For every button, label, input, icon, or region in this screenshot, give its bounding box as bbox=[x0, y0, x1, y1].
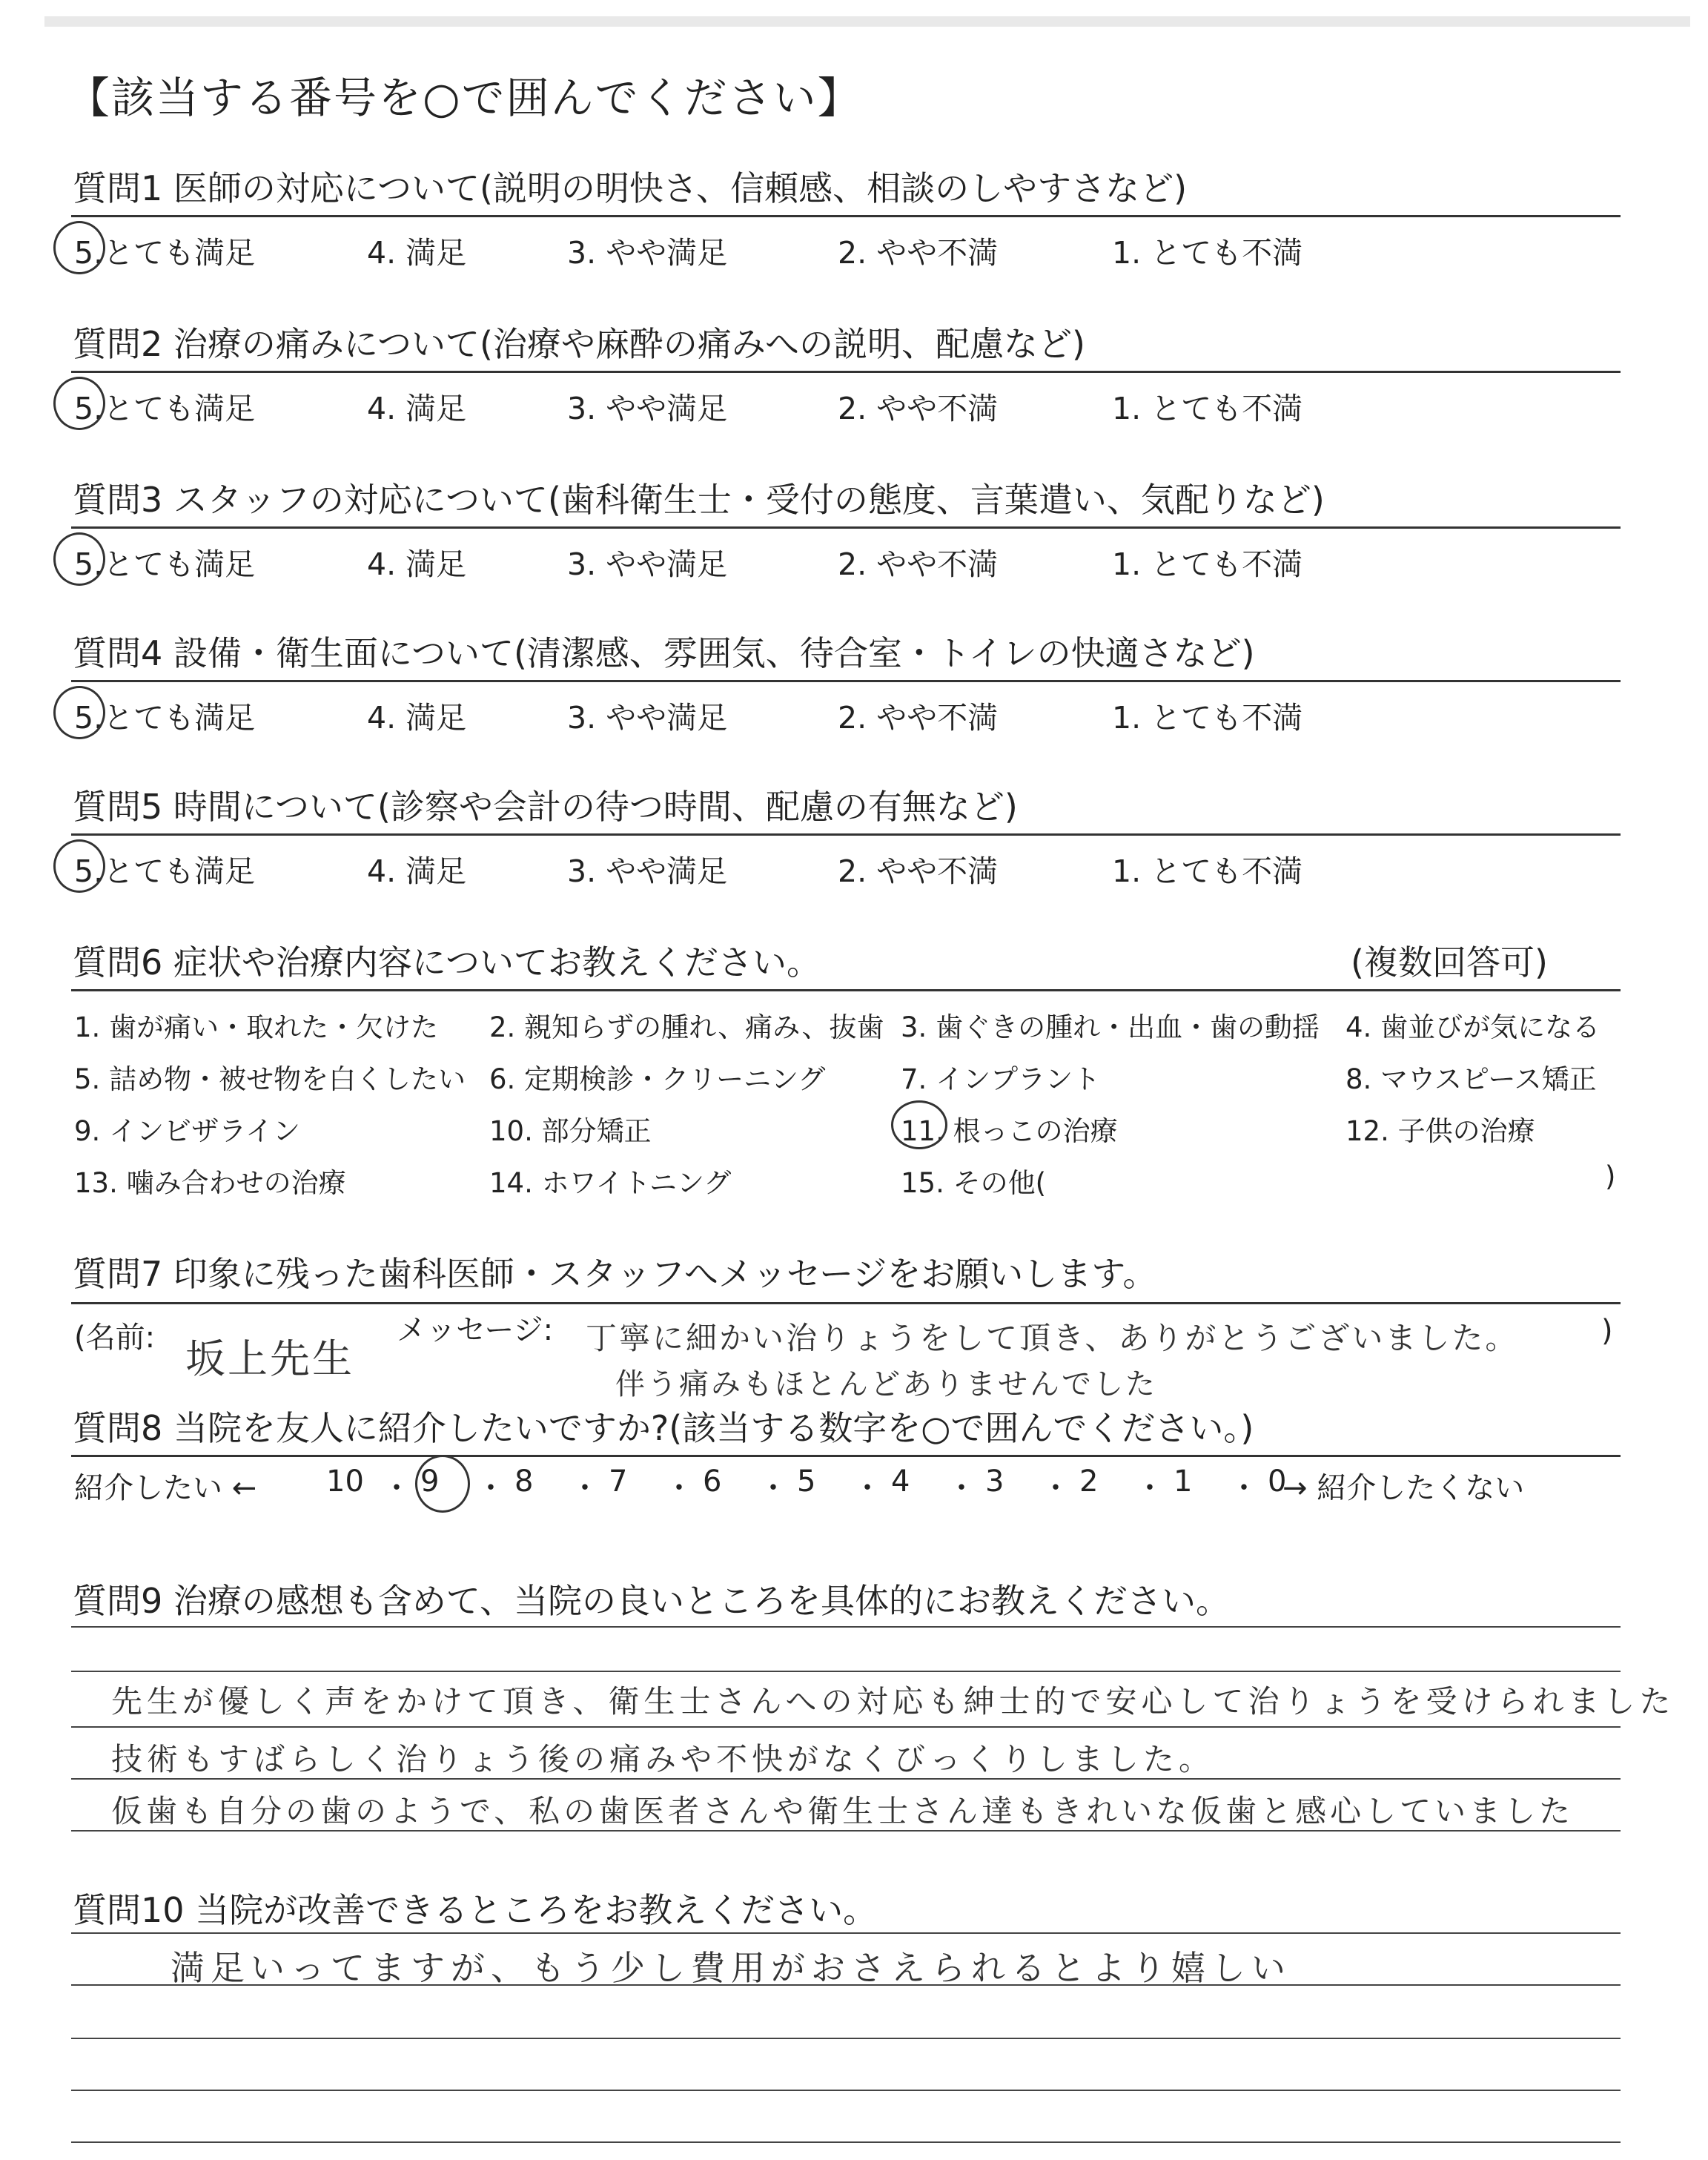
q6-option-3[interactable]: 3. 歯ぐきの腫れ・出血・歯の動揺 bbox=[901, 1011, 1320, 1043]
q1-rule bbox=[71, 215, 1621, 217]
q10-answer: 満足いってますが、もう少し費用がおさえられるとより嬉しい bbox=[171, 1948, 1291, 1988]
q4-option-1[interactable]: 1. とても不満 bbox=[1112, 700, 1303, 736]
q4-rule bbox=[71, 680, 1621, 682]
q3-option-2[interactable]: 2. やや不満 bbox=[838, 546, 999, 582]
page-heading: 【該当する番号を○で囲んでください】 bbox=[67, 73, 862, 123]
q5-options bbox=[74, 847, 1409, 888]
q3-options bbox=[74, 540, 1409, 581]
q2-rule bbox=[71, 371, 1621, 373]
q9-line-0 bbox=[71, 1626, 1621, 1628]
q6-rule bbox=[71, 989, 1621, 991]
q8-scale-3[interactable]: 3 bbox=[985, 1464, 1004, 1499]
q10-line-0 bbox=[71, 1932, 1621, 1934]
q8-scale bbox=[74, 1464, 1631, 1509]
q9-line-1 bbox=[71, 1671, 1621, 1672]
q7-rule bbox=[71, 1302, 1621, 1304]
q8-dot: ・ bbox=[664, 1471, 694, 1505]
q4-option-2[interactable]: 2. やや不満 bbox=[838, 700, 999, 736]
q9-answer-line2: 技術もすばらしく治りょう後の痛みや不快がなくびっくりしました。 bbox=[111, 1741, 1215, 1777]
q2-option-3[interactable]: 3. やや満足 bbox=[567, 391, 728, 426]
q6-option-6[interactable]: 6. 定期検診・クリーニング bbox=[489, 1063, 826, 1095]
q8-dot: ・ bbox=[570, 1471, 600, 1505]
q6-option-8[interactable]: 8. マウスピース矯正 bbox=[1345, 1063, 1597, 1095]
q5-option-3[interactable]: 3. やや満足 bbox=[567, 853, 728, 889]
q10-line-3 bbox=[71, 2090, 1621, 2091]
q9-answer-line3: 仮歯も自分の歯のようで、私の歯医者さんや衛生士さん達もきれいな仮歯と感心していました bbox=[111, 1793, 1575, 1829]
q10-title: 質問10 当院が改善できるところをお教えください。 bbox=[73, 1890, 878, 1930]
q5-selected-circle bbox=[53, 839, 105, 893]
q6-option-1[interactable]: 1. 歯が痛い・取れた・欠けた bbox=[74, 1011, 439, 1043]
q6-note: (複数回答可) bbox=[1351, 942, 1548, 982]
q3-title: 質問3 スタッフの対応について(歯科衛生士・受付の態度、言葉遣い、気配りなど) bbox=[73, 480, 1325, 520]
q6-option-15[interactable]: 15. その他( bbox=[901, 1167, 1047, 1199]
q6-option-11[interactable]: 11. 根っこの治療 bbox=[901, 1115, 1118, 1147]
q5-rule bbox=[71, 833, 1621, 836]
scan-top-edge bbox=[44, 16, 1690, 27]
q10-line-4 bbox=[71, 2141, 1621, 2143]
q3-option-4[interactable]: 4. 満足 bbox=[367, 546, 467, 582]
q8-scale-7[interactable]: 7 bbox=[609, 1464, 628, 1499]
q8-rule bbox=[71, 1455, 1621, 1457]
q6-title: 質問6 症状や治療内容についてお教えください。 bbox=[73, 942, 821, 982]
q2-option-2[interactable]: 2. やや不満 bbox=[838, 391, 999, 426]
q3-option-5[interactable]: 5.とても満足 bbox=[74, 546, 256, 582]
q8-dot: ・ bbox=[758, 1471, 788, 1505]
q4-option-3[interactable]: 3. やや満足 bbox=[567, 700, 728, 736]
q1-option-4[interactable]: 4. 満足 bbox=[367, 235, 467, 271]
q4-option-5[interactable]: 5.とても満足 bbox=[74, 700, 256, 736]
q8-dot: ・ bbox=[947, 1471, 976, 1505]
q9-title: 質問9 治療の感想も含めて、当院の良いところを具体的にお教えください。 bbox=[73, 1581, 1230, 1621]
q2-title: 質問2 治療の痛みについて(治療や麻酔の痛みへの説明、配慮など) bbox=[73, 324, 1085, 364]
q8-left-label: 紹介したい ← bbox=[74, 1471, 257, 1505]
q3-option-1[interactable]: 1. とても不満 bbox=[1112, 546, 1303, 582]
q8-scale-2[interactable]: 2 bbox=[1079, 1464, 1099, 1499]
q1-option-2[interactable]: 2. やや不満 bbox=[838, 235, 999, 271]
q7-message-label: メッセージ: bbox=[397, 1313, 554, 1347]
q5-option-4[interactable]: 4. 満足 bbox=[367, 853, 467, 889]
q7-name-label: (名前: bbox=[74, 1321, 156, 1355]
q2-option-5[interactable]: 5.とても満足 bbox=[74, 391, 256, 426]
q7-close-paren: ) bbox=[1601, 1314, 1613, 1348]
q8-scale-9[interactable]: 9 bbox=[420, 1464, 440, 1499]
q4-option-4[interactable]: 4. 満足 bbox=[367, 700, 467, 736]
q9-answer-line1: 先生が優しく声をかけて頂き、衛生士さんへの対応も紳士的で安心して治りょうを受けられました bbox=[111, 1683, 1675, 1720]
q6-option-13[interactable]: 13. 噛み合わせの治療 bbox=[74, 1167, 346, 1199]
q5-option-2[interactable]: 2. やや不満 bbox=[838, 853, 999, 889]
q8-dot: ・ bbox=[1041, 1471, 1070, 1505]
q8-title: 質問8 当院を友人に紹介したいですか?(該当する数字を○で囲んでください。) bbox=[73, 1408, 1254, 1448]
q8-dot: ・ bbox=[1135, 1471, 1165, 1505]
q8-dot: ・ bbox=[853, 1471, 882, 1505]
q6-option-16: ) bbox=[1605, 1160, 1616, 1192]
q6-option-5[interactable]: 5. 詰め物・被せ物を白くしたい bbox=[74, 1063, 466, 1095]
q8-right-label: → 紹介したくない bbox=[1282, 1471, 1525, 1505]
q8-scale-6[interactable]: 6 bbox=[703, 1464, 722, 1499]
q6-selected-circle bbox=[891, 1100, 947, 1149]
q3-rule bbox=[71, 526, 1621, 529]
q5-option-1[interactable]: 1. とても不満 bbox=[1112, 853, 1303, 889]
q6-option-2[interactable]: 2. 親知らずの腫れ、痛み、抜歯 bbox=[489, 1011, 884, 1043]
q9-line-2 bbox=[71, 1726, 1621, 1728]
q8-selected-circle bbox=[415, 1455, 470, 1513]
q6-option-14[interactable]: 14. ホワイトニング bbox=[489, 1167, 732, 1199]
q7-message-line2: 伴う痛みもほとんどありませんでした bbox=[615, 1367, 1157, 1401]
q6-option-12[interactable]: 12. 子供の治療 bbox=[1345, 1115, 1535, 1147]
q1-option-5[interactable]: 5.とても満足 bbox=[74, 235, 256, 271]
q1-options bbox=[74, 228, 1409, 270]
q8-dot: ・ bbox=[382, 1471, 411, 1505]
q8-dot: ・ bbox=[1229, 1471, 1259, 1505]
q8-scale-1[interactable]: 1 bbox=[1174, 1464, 1193, 1499]
q2-selected-circle bbox=[53, 377, 105, 430]
q2-option-1[interactable]: 1. とても不満 bbox=[1112, 391, 1303, 426]
q7-name-value: 坂上先生 bbox=[185, 1335, 354, 1382]
q4-title: 質問4 設備・衛生面について(清潔感、雰囲気、待合室・トイレの快適さなど) bbox=[73, 633, 1255, 673]
q10-line-2 bbox=[71, 2038, 1621, 2039]
q7-message-line1: 丁寧に細かい治りょうをして頂き、ありがとうございました。 bbox=[586, 1320, 1519, 1356]
q8-scale-8[interactable]: 8 bbox=[514, 1464, 534, 1499]
q5-title: 質問5 時間について(診察や会計の待つ時間、配慮の有無など) bbox=[73, 787, 1018, 827]
q1-option-1[interactable]: 1. とても不満 bbox=[1112, 235, 1303, 271]
q5-option-5[interactable]: 5.とても満足 bbox=[74, 853, 256, 889]
q4-selected-circle bbox=[53, 686, 105, 739]
q8-scale-0[interactable]: 0 bbox=[1268, 1464, 1287, 1499]
q1-selected-circle bbox=[53, 221, 105, 274]
q7-title: 質問7 印象に残った歯科医師・スタッフへメッセージをお願いします。 bbox=[73, 1254, 1157, 1294]
q4-options bbox=[74, 693, 1409, 735]
q6-option-7[interactable]: 7. インプラント bbox=[901, 1063, 1101, 1095]
q8-scale-5[interactable]: 5 bbox=[797, 1464, 816, 1499]
q8-dot: ・ bbox=[476, 1471, 506, 1505]
q3-option-3[interactable]: 3. やや満足 bbox=[567, 546, 728, 582]
q6-option-10[interactable]: 10. 部分矯正 bbox=[489, 1115, 652, 1147]
q3-selected-circle bbox=[53, 532, 105, 586]
q1-title: 質問1 医師の対応について(説明の明快さ、信頼感、相談のしやすさなど) bbox=[73, 168, 1188, 208]
q6-option-4[interactable]: 4. 歯並びが気になる bbox=[1345, 1011, 1601, 1043]
q2-options bbox=[74, 384, 1409, 426]
q2-option-4[interactable]: 4. 満足 bbox=[367, 391, 467, 426]
q1-option-3[interactable]: 3. やや満足 bbox=[567, 235, 728, 271]
q8-scale-10[interactable]: 10 bbox=[326, 1464, 364, 1499]
q8-scale-4[interactable]: 4 bbox=[891, 1464, 910, 1499]
q6-option-9[interactable]: 9. インビザライン bbox=[74, 1115, 300, 1147]
